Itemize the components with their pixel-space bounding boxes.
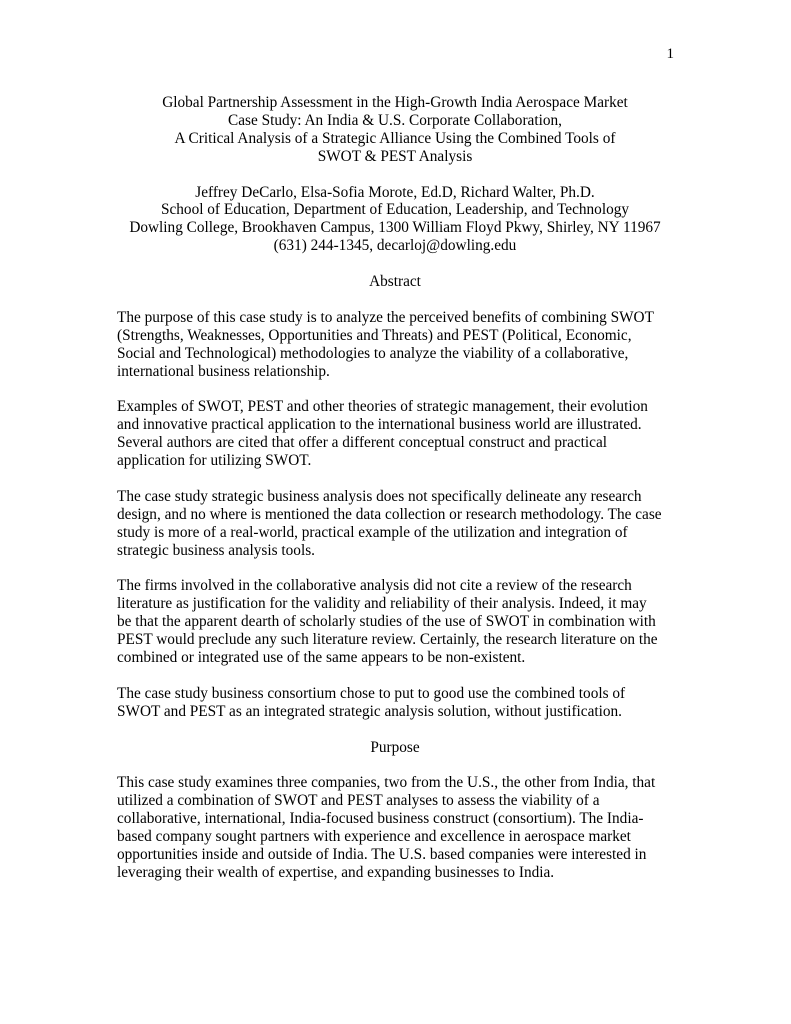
paragraph-line: international business relationship. xyxy=(117,362,330,380)
paragraph-line: SWOT and PEST as an integrated strategic analysis solution, without justification. xyxy=(117,702,623,720)
paragraph-line: and innovative practical application to the international business world are illustrated. xyxy=(117,416,642,434)
paragraph-line: strategic business analysis tools. xyxy=(117,541,315,559)
paragraph-line: PEST would preclude any such literature review. Certainly, the research literature on the xyxy=(117,631,658,649)
author-contact: (631) 244-1345, decarloj@dowling.edu xyxy=(273,237,517,255)
title-line: Global Partnership Assessment in the High-Growth India Aerospace Market xyxy=(162,94,628,111)
paragraph-line: design, and no where is mentioned the data collection or research methodology. The case xyxy=(117,505,662,523)
paragraph-line: leveraging their wealth of expertise, and expanding businesses to India. xyxy=(117,863,555,881)
paragraph-line: study is more of a real-world, practical example of the utilization and integration of xyxy=(117,523,628,541)
paragraph-line: collaborative, international, India-focused business construct (consortium). The India- xyxy=(117,810,644,828)
title-line: SWOT & PEST Analysis xyxy=(317,147,473,165)
document-body xyxy=(117,94,673,882)
paragraph-line: The purpose of this case study is to analyze the perceived benefits of combining SWOT xyxy=(117,308,654,326)
abstract-paragraph xyxy=(117,685,673,721)
paragraph-line: be that the apparent dearth of scholarly studies of the use of SWOT in combination with xyxy=(117,613,656,631)
paragraph-line: The case study strategic business analysis does not specifically delineate any research xyxy=(117,487,642,505)
page-number: 1 xyxy=(666,46,674,62)
paragraph-line: Examples of SWOT, PEST and other theories of strategic management, their evolution xyxy=(117,398,648,416)
author-block xyxy=(117,184,673,256)
paper-title xyxy=(117,94,673,166)
abstract-paragraph xyxy=(117,398,673,470)
paragraph-line: opportunities inside and outside of India. The U.S. based companies were interested in xyxy=(117,845,647,863)
purpose-paragraph xyxy=(117,774,673,881)
author-address: Dowling College, Brookhaven Campus, 1300 William Floyd Pkwy, Shirley, NY 11967 xyxy=(129,219,661,237)
paragraph-line: (Strengths, Weaknesses, Opportunities and Threats) and PEST (Political, Economic, xyxy=(117,326,632,344)
abstract-paragraph xyxy=(117,309,673,381)
abstract-heading: Abstract xyxy=(369,273,421,291)
author-names: Jeffrey DeCarlo, Elsa-Sofia Morote, Ed.D, Richard Walter, Ph.D. xyxy=(195,183,595,201)
paragraph-line: based company sought partners with experience and excellence in aerospace market xyxy=(117,828,631,846)
abstract-paragraph xyxy=(117,488,673,560)
title-line: Case Study: An India & U.S. Corporate Collaboration, xyxy=(228,111,562,129)
author-affiliation: School of Education, Department of Education, Leadership, and Technology xyxy=(160,201,630,219)
paragraph-line: combined or integrated use of the same appears to be non-existent. xyxy=(117,649,526,666)
paragraph-line: Social and Technological) methodologies to analyze the viability of a collaborative, xyxy=(117,344,629,362)
purpose-heading: Purpose xyxy=(370,738,420,756)
paragraph-line: The case study business consortium chose to put to good use the combined tools of xyxy=(117,684,626,702)
paragraph-line: Several authors are cited that offer a different conceptual construct and practical xyxy=(117,434,607,452)
paragraph-line: utilized a combination of SWOT and PEST analyses to assess the viability of a xyxy=(117,792,600,810)
paragraph-line: literature as justification for the validity and reliability of their analysis. Indeed, it may xyxy=(117,595,647,613)
abstract-paragraph xyxy=(117,577,673,667)
paragraph-line: The firms involved in the collaborative analysis did not cite a review of the research xyxy=(117,577,632,595)
title-line: A Critical Analysis of a Strategic Alliance Using the Combined Tools of xyxy=(174,129,616,147)
paragraph-line: application for utilizing SWOT. xyxy=(117,452,312,470)
paragraph-line: This case study examines three companies, two from the U.S., the other from India, that xyxy=(117,774,656,792)
